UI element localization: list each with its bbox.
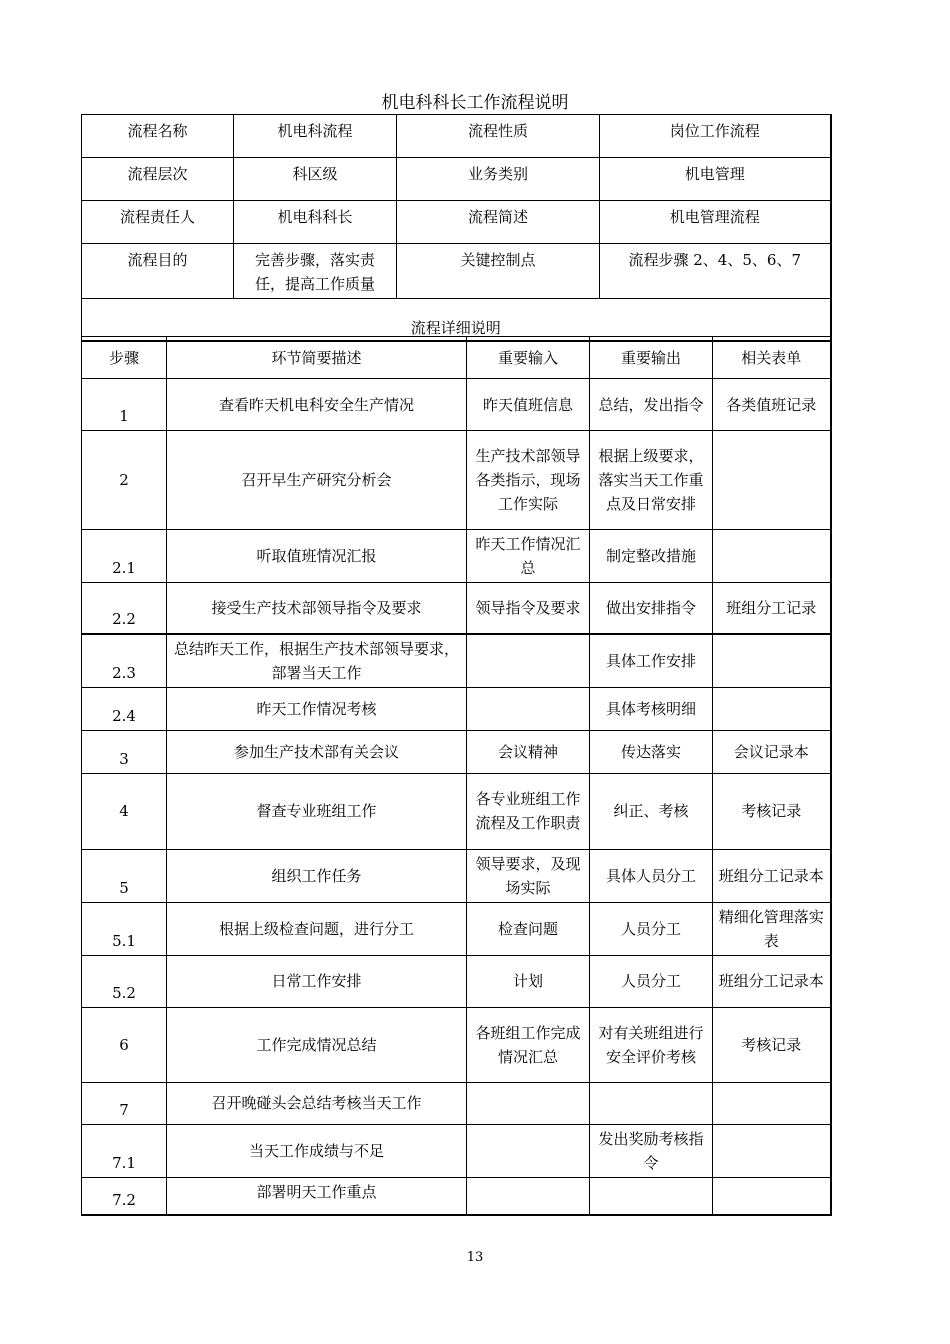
table-row — [82, 902, 831, 955]
step-forms — [713, 431, 831, 530]
step-forms: 考核记录 — [713, 1007, 831, 1082]
meta-label-process-owner: 流程责任人 — [82, 201, 234, 244]
process-meta-table — [81, 114, 832, 342]
step-forms: 会议记录本 — [713, 730, 831, 773]
table-row — [82, 530, 831, 583]
step-output: 具体工作安排 — [590, 634, 713, 688]
step-input: 各专业班组工作流程及工作职责 — [467, 773, 590, 849]
step-description: 组织工作任务 — [167, 849, 467, 902]
step-description: 根据上级检查问题，进行分工 — [167, 902, 467, 955]
step-number: 5.1 — [82, 902, 167, 955]
step-number: 4 — [82, 773, 167, 849]
step-forms: 精细化管理落实表 — [713, 902, 831, 955]
step-description: 日常工作安排 — [167, 955, 467, 1007]
step-input — [467, 687, 590, 730]
step-forms — [713, 1124, 831, 1177]
table-row — [82, 1177, 831, 1215]
meta-label-process-nature: 流程性质 — [397, 115, 600, 158]
step-forms: 考核记录 — [713, 773, 831, 849]
meta-label-business-category: 业务类别 — [397, 158, 600, 201]
step-output: 人员分工 — [590, 902, 713, 955]
step-output: 根据上级要求，落实当天工作重点及日常安排 — [590, 431, 713, 530]
meta-label-process-summary: 流程简述 — [397, 201, 600, 244]
step-input: 各班组工作完成情况汇总 — [467, 1007, 590, 1082]
meta-value-process-nature: 岗位工作流程 — [600, 115, 831, 158]
step-input: 昨天值班信息 — [467, 379, 590, 431]
step-output: 对有关班组进行安全评价考核 — [590, 1007, 713, 1082]
step-forms: 各类值班记录 — [713, 379, 831, 431]
step-input: 会议精神 — [467, 730, 590, 773]
meta-value-key-control: 流程步骤 2、4、5、6、7 — [600, 244, 831, 299]
table-row — [82, 634, 831, 688]
step-number: 2.1 — [82, 530, 167, 583]
meta-value-business-category: 机电管理 — [600, 158, 831, 201]
step-description: 接受生产技术部领导指令及要求 — [167, 583, 467, 634]
step-input — [467, 634, 590, 688]
meta-value-process-purpose: 完善步骤，落实责任，提高工作质量 — [234, 244, 397, 299]
step-number: 1 — [82, 379, 167, 431]
step-output: 做出安排指令 — [590, 583, 713, 634]
step-description: 查看昨天机电科安全生产情况 — [167, 379, 467, 431]
step-forms — [713, 634, 831, 688]
step-number: 5.2 — [82, 955, 167, 1007]
meta-label-key-control: 关键控制点 — [397, 244, 600, 299]
step-input: 生产技术部领导各类指示，现场工作实际 — [467, 431, 590, 530]
step-output: 具体人员分工 — [590, 849, 713, 902]
col-header-description: 环节简要描述 — [167, 337, 467, 379]
step-output — [590, 1177, 713, 1215]
step-description: 当天工作成绩与不足 — [167, 1124, 467, 1177]
step-description: 工作完成情况总结 — [167, 1007, 467, 1082]
step-number: 2.2 — [82, 583, 167, 634]
col-header-step: 步骤 — [82, 337, 167, 379]
step-input — [467, 1124, 590, 1177]
step-forms: 班组分工记录本 — [713, 849, 831, 902]
step-description: 督查专业班组工作 — [167, 773, 467, 849]
table-row — [82, 849, 831, 902]
table-row — [82, 773, 831, 849]
step-input — [467, 1082, 590, 1124]
meta-label-process-level: 流程层次 — [82, 158, 234, 201]
process-steps-table — [81, 336, 832, 1216]
table-row — [82, 431, 831, 530]
step-output — [590, 1082, 713, 1124]
step-number: 2.4 — [82, 687, 167, 730]
step-output: 人员分工 — [590, 955, 713, 1007]
step-output: 总结，发出指令 — [590, 379, 713, 431]
step-input — [467, 1177, 590, 1215]
step-output: 制定整改措施 — [590, 530, 713, 583]
step-forms — [713, 1177, 831, 1215]
step-input: 计划 — [467, 955, 590, 1007]
step-forms: 班组分工记录本 — [713, 955, 831, 1007]
step-number: 7 — [82, 1082, 167, 1124]
step-number: 7.1 — [82, 1124, 167, 1177]
meta-label-process-name: 流程名称 — [82, 115, 234, 158]
table-row — [82, 730, 831, 773]
table-row — [82, 687, 831, 730]
step-description: 昨天工作情况考核 — [167, 687, 467, 730]
step-description: 召开早生产研究分析会 — [167, 431, 467, 530]
step-forms: 班组分工记录 — [713, 583, 831, 634]
step-output: 发出奖励考核指令 — [590, 1124, 713, 1177]
step-number: 2 — [82, 431, 167, 530]
step-input: 领导指令及要求 — [467, 583, 590, 634]
meta-value-process-owner: 机电科科长 — [234, 201, 397, 244]
document-title: 机电科科长工作流程说明 — [381, 93, 569, 113]
step-description: 召开晚碰头会总结考核当天工作 — [167, 1082, 467, 1124]
step-description: 听取值班情况汇报 — [167, 530, 467, 583]
step-forms — [713, 687, 831, 730]
col-header-input: 重要输入 — [467, 337, 590, 379]
detail-section-heading: 流程详细说明 — [82, 299, 831, 341]
step-description: 部署明天工作重点 — [167, 1177, 467, 1215]
meta-label-process-purpose: 流程目的 — [82, 244, 234, 299]
table-row — [82, 955, 831, 1007]
table-row — [82, 1124, 831, 1177]
step-number: 3 — [82, 730, 167, 773]
step-input: 检查问题 — [467, 902, 590, 955]
step-forms — [713, 530, 831, 583]
col-header-output: 重要输出 — [590, 337, 713, 379]
step-output: 传达落实 — [590, 730, 713, 773]
step-description: 总结昨天工作，根据生产技术部领导要求，部署当天工作 — [167, 634, 467, 688]
step-number: 5 — [82, 849, 167, 902]
meta-value-process-name: 机电科流程 — [234, 115, 397, 158]
table-row — [82, 379, 831, 431]
table-row — [82, 583, 831, 634]
col-header-forms: 相关表单 — [713, 337, 831, 379]
step-input: 昨天工作情况汇总 — [467, 530, 590, 583]
step-forms — [713, 1082, 831, 1124]
step-number: 7.2 — [82, 1177, 167, 1215]
page-number: 13 — [466, 1250, 484, 1265]
step-description: 参加生产技术部有关会议 — [167, 730, 467, 773]
step-output: 具体考核明细 — [590, 687, 713, 730]
meta-value-process-level: 科区级 — [234, 158, 397, 201]
table-row — [82, 1082, 831, 1124]
step-number: 6 — [82, 1007, 167, 1082]
table-row — [82, 1007, 831, 1082]
meta-value-process-summary: 机电管理流程 — [600, 201, 831, 244]
step-output: 纠正、考核 — [590, 773, 713, 849]
step-number: 2.3 — [82, 634, 167, 688]
step-input: 领导要求，及现场实际 — [467, 849, 590, 902]
